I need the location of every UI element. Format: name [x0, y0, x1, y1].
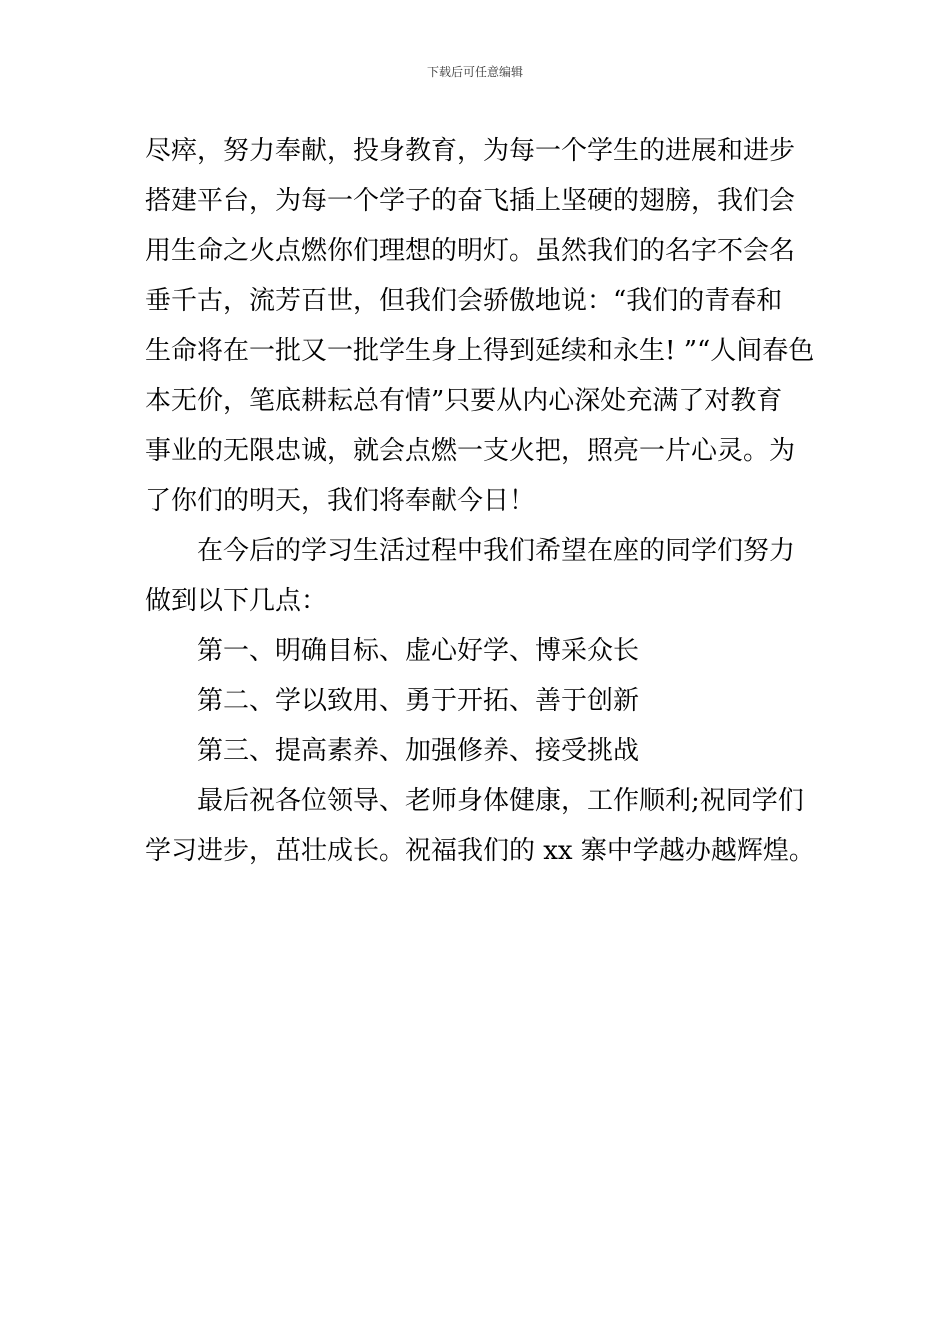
list-item — [145, 726, 807, 776]
text-line: 搭建平台，为每一个学子的奋飞插上坚硬的翅膀，我们会 — [145, 186, 796, 216]
text-line: 做到以下几点： — [145, 586, 328, 616]
document-body — [145, 126, 815, 876]
text-line: 学习进步，茁壮成长。祝福我们的 xx 寨中学越办越辉煌。 — [145, 836, 815, 866]
text-line: 尽瘁，努力奉献，投身教育，为每一个学生的进展和进步 — [145, 136, 796, 166]
paragraph — [145, 526, 807, 626]
list-item — [145, 626, 807, 676]
list-item — [145, 676, 807, 726]
text-line: 第三、提高素养、加强修养、接受挑战 — [197, 736, 640, 766]
page-header: 下载后可任意编辑 — [426, 65, 523, 79]
paragraph — [145, 126, 815, 526]
text-line: 用生命之火点燃你们理想的明灯。虽然我们的名字不会名 — [145, 236, 796, 266]
text-line: 生命将在一批又一批学生身上得到延续和永生! ”“人间春色 — [145, 336, 815, 366]
text-line: 事业的无限忠诚，就会点燃一支火把，照亮一片心灵。为 — [145, 436, 796, 466]
paragraph — [145, 776, 815, 876]
text-line: 第一、明确目标、虚心好学、博采众长 — [197, 636, 640, 666]
text-line: 垂千古，流芳百世，但我们会骄傲地说：“我们的青春和 — [145, 286, 783, 316]
text-line: 在今后的学习生活过程中我们希望在座的同学们努力 — [197, 536, 796, 566]
text-line: 本无价，笔底耕耘总有情”只要从内心深处充满了对教育 — [145, 386, 783, 416]
text-line: 第二、学以致用、勇于开拓、善于创新 — [197, 686, 640, 716]
text-line: 最后祝各位领导、老师身体健康，工作顺利;祝同学们 — [197, 786, 804, 816]
text-line: 了你们的明天，我们将奉献今日！ — [145, 486, 536, 516]
